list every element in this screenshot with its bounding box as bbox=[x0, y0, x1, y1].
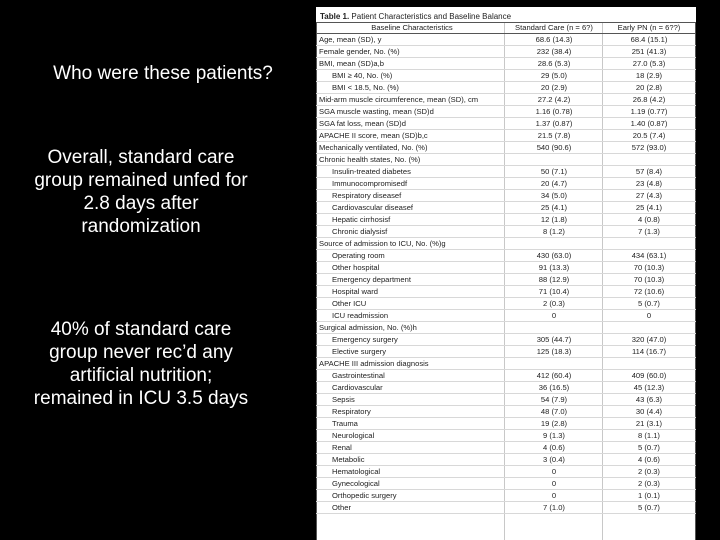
standard-care-value: 0 bbox=[551, 467, 557, 476]
header-characteristics: Baseline Characteristics bbox=[371, 23, 453, 32]
row-label: Metabolic bbox=[332, 455, 365, 464]
early-pn-value: 72 (10.6) bbox=[633, 287, 665, 296]
row-label: Mechanically ventilated, No. (%) bbox=[319, 143, 428, 152]
standard-care-value: 0 bbox=[551, 491, 557, 500]
row-label: Sepsis bbox=[332, 395, 355, 404]
early-pn-value: 70 (10.3) bbox=[633, 275, 665, 284]
early-pn-value: 7 (1.3) bbox=[638, 227, 660, 236]
early-pn-value: 114 (16.7) bbox=[631, 347, 667, 356]
row-label: Respiratory diseasef bbox=[332, 191, 402, 200]
row-label: APACHE III admission diagnosis bbox=[319, 359, 429, 368]
row-label: Age, mean (SD), y bbox=[319, 35, 382, 44]
header-early-pn: Early PN (n = 6??) bbox=[617, 23, 681, 32]
slide-paragraph-no-nutrition: 40% of standard care group never rec’d any artificial nutrition; remained in ICU 3.5 days bbox=[33, 319, 249, 409]
table-row bbox=[316, 334, 696, 346]
row-label: Respiratory bbox=[332, 407, 371, 416]
table-row bbox=[316, 358, 696, 370]
standard-care-value: 34 (5.0) bbox=[540, 191, 568, 200]
row-label: Gastrointestinal bbox=[332, 371, 385, 380]
early-pn-value: 2 (0.3) bbox=[638, 467, 660, 476]
row-label: Renal bbox=[332, 443, 352, 452]
early-pn-value: 4 (0.6) bbox=[638, 455, 660, 464]
table-row bbox=[316, 130, 696, 142]
table-row bbox=[316, 430, 696, 442]
table-row bbox=[316, 310, 696, 322]
row-label: Operating room bbox=[332, 251, 385, 260]
row-label: Neurological bbox=[332, 431, 375, 440]
table-row bbox=[316, 106, 696, 118]
standard-care-value: 21.5 (7.8) bbox=[537, 131, 571, 140]
standard-care-value: 48 (7.0) bbox=[540, 407, 568, 416]
early-pn-value: 25 (4.1) bbox=[635, 203, 663, 212]
standard-care-value: 54 (7.9) bbox=[540, 395, 568, 404]
table-row bbox=[316, 142, 696, 154]
row-label: Orthopedic surgery bbox=[332, 491, 397, 500]
table-title-text: Patient Characteristics and Baseline Balance bbox=[349, 12, 512, 21]
table-row bbox=[316, 94, 696, 106]
table-row bbox=[316, 394, 696, 406]
header-standard-care: Standard Care (n = 6?) bbox=[515, 23, 593, 32]
row-label: Cardiovascular diseasef bbox=[332, 203, 414, 212]
table-row bbox=[316, 478, 696, 490]
early-pn-value: 5 (0.7) bbox=[638, 503, 660, 512]
standard-care-value: 9 (1.3) bbox=[543, 431, 565, 440]
table-row bbox=[316, 190, 696, 202]
early-pn-value: 251 (41.3) bbox=[631, 47, 667, 56]
early-pn-value: 5 (0.7) bbox=[638, 443, 660, 452]
table-row bbox=[316, 178, 696, 190]
patient-characteristics-table bbox=[316, 7, 696, 540]
table-row bbox=[316, 286, 696, 298]
row-label: Chronic dialysisf bbox=[332, 227, 388, 236]
standard-care-value: 7 (1.0) bbox=[543, 503, 565, 512]
table-row bbox=[316, 70, 696, 82]
row-label: ICU readmission bbox=[332, 311, 389, 320]
table-title bbox=[316, 7, 696, 22]
early-pn-value: 2 (0.3) bbox=[638, 479, 660, 488]
row-label: BMI < 18.5, No. (%) bbox=[332, 83, 399, 92]
row-label: Source of admission to ICU, No. (%)g bbox=[319, 239, 446, 248]
row-label: Hematological bbox=[332, 467, 381, 476]
table-row bbox=[316, 406, 696, 418]
standard-care-value: 71 (10.4) bbox=[538, 287, 570, 296]
row-label: BMI ≥ 40, No. (%) bbox=[332, 71, 393, 80]
early-pn-value: 5 (0.7) bbox=[638, 299, 660, 308]
table-row bbox=[316, 346, 696, 358]
early-pn-value: 320 (47.0) bbox=[631, 335, 667, 344]
early-pn-value: 20 (2.8) bbox=[635, 83, 663, 92]
table-title-number: Table 1. bbox=[320, 12, 350, 21]
table-row bbox=[316, 274, 696, 286]
row-label: APACHE II score, mean (SD)b,c bbox=[319, 131, 428, 140]
early-pn-value: 4 (0.8) bbox=[638, 215, 660, 224]
standard-care-value: 540 (90.6) bbox=[536, 143, 572, 152]
standard-care-value: 0 bbox=[551, 479, 557, 488]
table-header-row bbox=[316, 22, 696, 34]
standard-care-value: 19 (2.8) bbox=[540, 419, 568, 428]
standard-care-value: 20 (2.9) bbox=[540, 83, 568, 92]
standard-care-value: 29 (5.0) bbox=[540, 71, 568, 80]
table-row bbox=[316, 202, 696, 214]
row-label: Chronic health states, No. (%) bbox=[319, 155, 421, 164]
table-row bbox=[316, 118, 696, 130]
early-pn-value: 572 (93.0) bbox=[631, 143, 667, 152]
early-pn-value: 68.4 (15.1) bbox=[630, 35, 668, 44]
row-label: Hepatic cirrhosisf bbox=[332, 215, 391, 224]
row-label: Mid-arm muscle circumference, mean (SD), cm bbox=[319, 95, 479, 104]
standard-care-value: 28.6 (5.3) bbox=[537, 59, 571, 68]
standard-care-value: 430 (63.0) bbox=[536, 251, 572, 260]
early-pn-value: 0 bbox=[646, 311, 652, 320]
table-row bbox=[316, 82, 696, 94]
early-pn-value: 27.0 (5.3) bbox=[632, 59, 666, 68]
table-row bbox=[316, 250, 696, 262]
row-label: Female gender, No. (%) bbox=[319, 47, 400, 56]
early-pn-value: 18 (2.9) bbox=[635, 71, 663, 80]
table-row bbox=[316, 58, 696, 70]
table-row bbox=[316, 298, 696, 310]
slide-paragraph-unfed: Overall, standard care group remained unfed for 2.8 days after randomization bbox=[34, 147, 248, 237]
row-label: Other hospital bbox=[332, 263, 380, 272]
standard-care-value: 50 (7.1) bbox=[540, 167, 568, 176]
table-row bbox=[316, 34, 696, 46]
standard-care-value: 412 (60.4) bbox=[536, 371, 572, 380]
row-label: Insulin-treated diabetes bbox=[332, 167, 411, 176]
early-pn-value: 57 (8.4) bbox=[635, 167, 663, 176]
table-row bbox=[316, 442, 696, 454]
table-row bbox=[316, 382, 696, 394]
early-pn-value: 43 (6.3) bbox=[635, 395, 663, 404]
table-row bbox=[316, 166, 696, 178]
standard-care-value: 68.6 (14.3) bbox=[535, 35, 573, 44]
standard-care-value: 91 (13.3) bbox=[538, 263, 570, 272]
standard-care-value: 2 (0.3) bbox=[543, 299, 565, 308]
row-label: Immunocompromisedf bbox=[332, 179, 408, 188]
early-pn-value: 8 (1.1) bbox=[638, 431, 660, 440]
early-pn-value: 45 (12.3) bbox=[633, 383, 665, 392]
standard-care-value: 0 bbox=[551, 311, 557, 320]
early-pn-value: 27 (4.3) bbox=[635, 191, 663, 200]
early-pn-value: 21 (3.1) bbox=[635, 419, 663, 428]
standard-care-value: 125 (18.3) bbox=[536, 347, 572, 356]
early-pn-value: 409 (60.0) bbox=[631, 371, 667, 380]
early-pn-value: 26.8 (4.2) bbox=[632, 95, 666, 104]
standard-care-value: 12 (1.8) bbox=[540, 215, 568, 224]
row-label: Other bbox=[332, 503, 351, 512]
row-label: Emergency department bbox=[332, 275, 411, 284]
early-pn-value: 434 (63.1) bbox=[631, 251, 667, 260]
early-pn-value: 20.5 (7.4) bbox=[632, 131, 666, 140]
standard-care-value: 232 (38.4) bbox=[536, 47, 572, 56]
table-row bbox=[316, 490, 696, 502]
table-row bbox=[316, 454, 696, 466]
row-label: Trauma bbox=[332, 419, 358, 428]
standard-care-value: 4 (0.6) bbox=[543, 443, 565, 452]
slide-question: Who were these patients? bbox=[53, 63, 273, 84]
table-row bbox=[316, 46, 696, 58]
standard-care-value: 1.16 (0.78) bbox=[535, 107, 573, 116]
standard-care-value: 20 (4.7) bbox=[540, 179, 568, 188]
standard-care-value: 25 (4.1) bbox=[540, 203, 568, 212]
early-pn-value: 1.40 (0.87) bbox=[630, 119, 668, 128]
row-label: Surgical admission, No. (%)h bbox=[319, 323, 417, 332]
standard-care-value: 36 (16.5) bbox=[538, 383, 570, 392]
table-row bbox=[316, 502, 696, 514]
table-row bbox=[316, 370, 696, 382]
row-label: Elective surgery bbox=[332, 347, 387, 356]
row-label: Emergency surgery bbox=[332, 335, 398, 344]
standard-care-value: 88 (12.9) bbox=[538, 275, 570, 284]
table-row bbox=[316, 466, 696, 478]
table-row bbox=[316, 154, 696, 166]
table-body bbox=[316, 34, 696, 514]
early-pn-value: 23 (4.8) bbox=[635, 179, 663, 188]
early-pn-value: 1.19 (0.77) bbox=[630, 107, 668, 116]
table-row bbox=[316, 418, 696, 430]
row-label: Other ICU bbox=[332, 299, 367, 308]
early-pn-value: 1 (0.1) bbox=[638, 491, 660, 500]
early-pn-value: 30 (4.4) bbox=[635, 407, 663, 416]
row-label: Cardiovascular bbox=[332, 383, 383, 392]
row-label: BMI, mean (SD)a,b bbox=[319, 59, 384, 68]
standard-care-value: 27.2 (4.2) bbox=[537, 95, 571, 104]
row-label: Gynecological bbox=[332, 479, 380, 488]
standard-care-value: 1.37 (0.87) bbox=[535, 119, 573, 128]
table-row bbox=[316, 262, 696, 274]
standard-care-value: 3 (0.4) bbox=[543, 455, 565, 464]
standard-care-value: 305 (44.7) bbox=[536, 335, 572, 344]
table-row bbox=[316, 226, 696, 238]
early-pn-value: 70 (10.3) bbox=[633, 263, 665, 272]
table-row bbox=[316, 238, 696, 250]
standard-care-value: 8 (1.2) bbox=[543, 227, 565, 236]
row-label: SGA fat loss, mean (SD)d bbox=[319, 119, 406, 128]
table-row bbox=[316, 214, 696, 226]
row-label: Hospital ward bbox=[332, 287, 379, 296]
row-label: SGA muscle wasting, mean (SD)d bbox=[319, 107, 434, 116]
table-row bbox=[316, 322, 696, 334]
